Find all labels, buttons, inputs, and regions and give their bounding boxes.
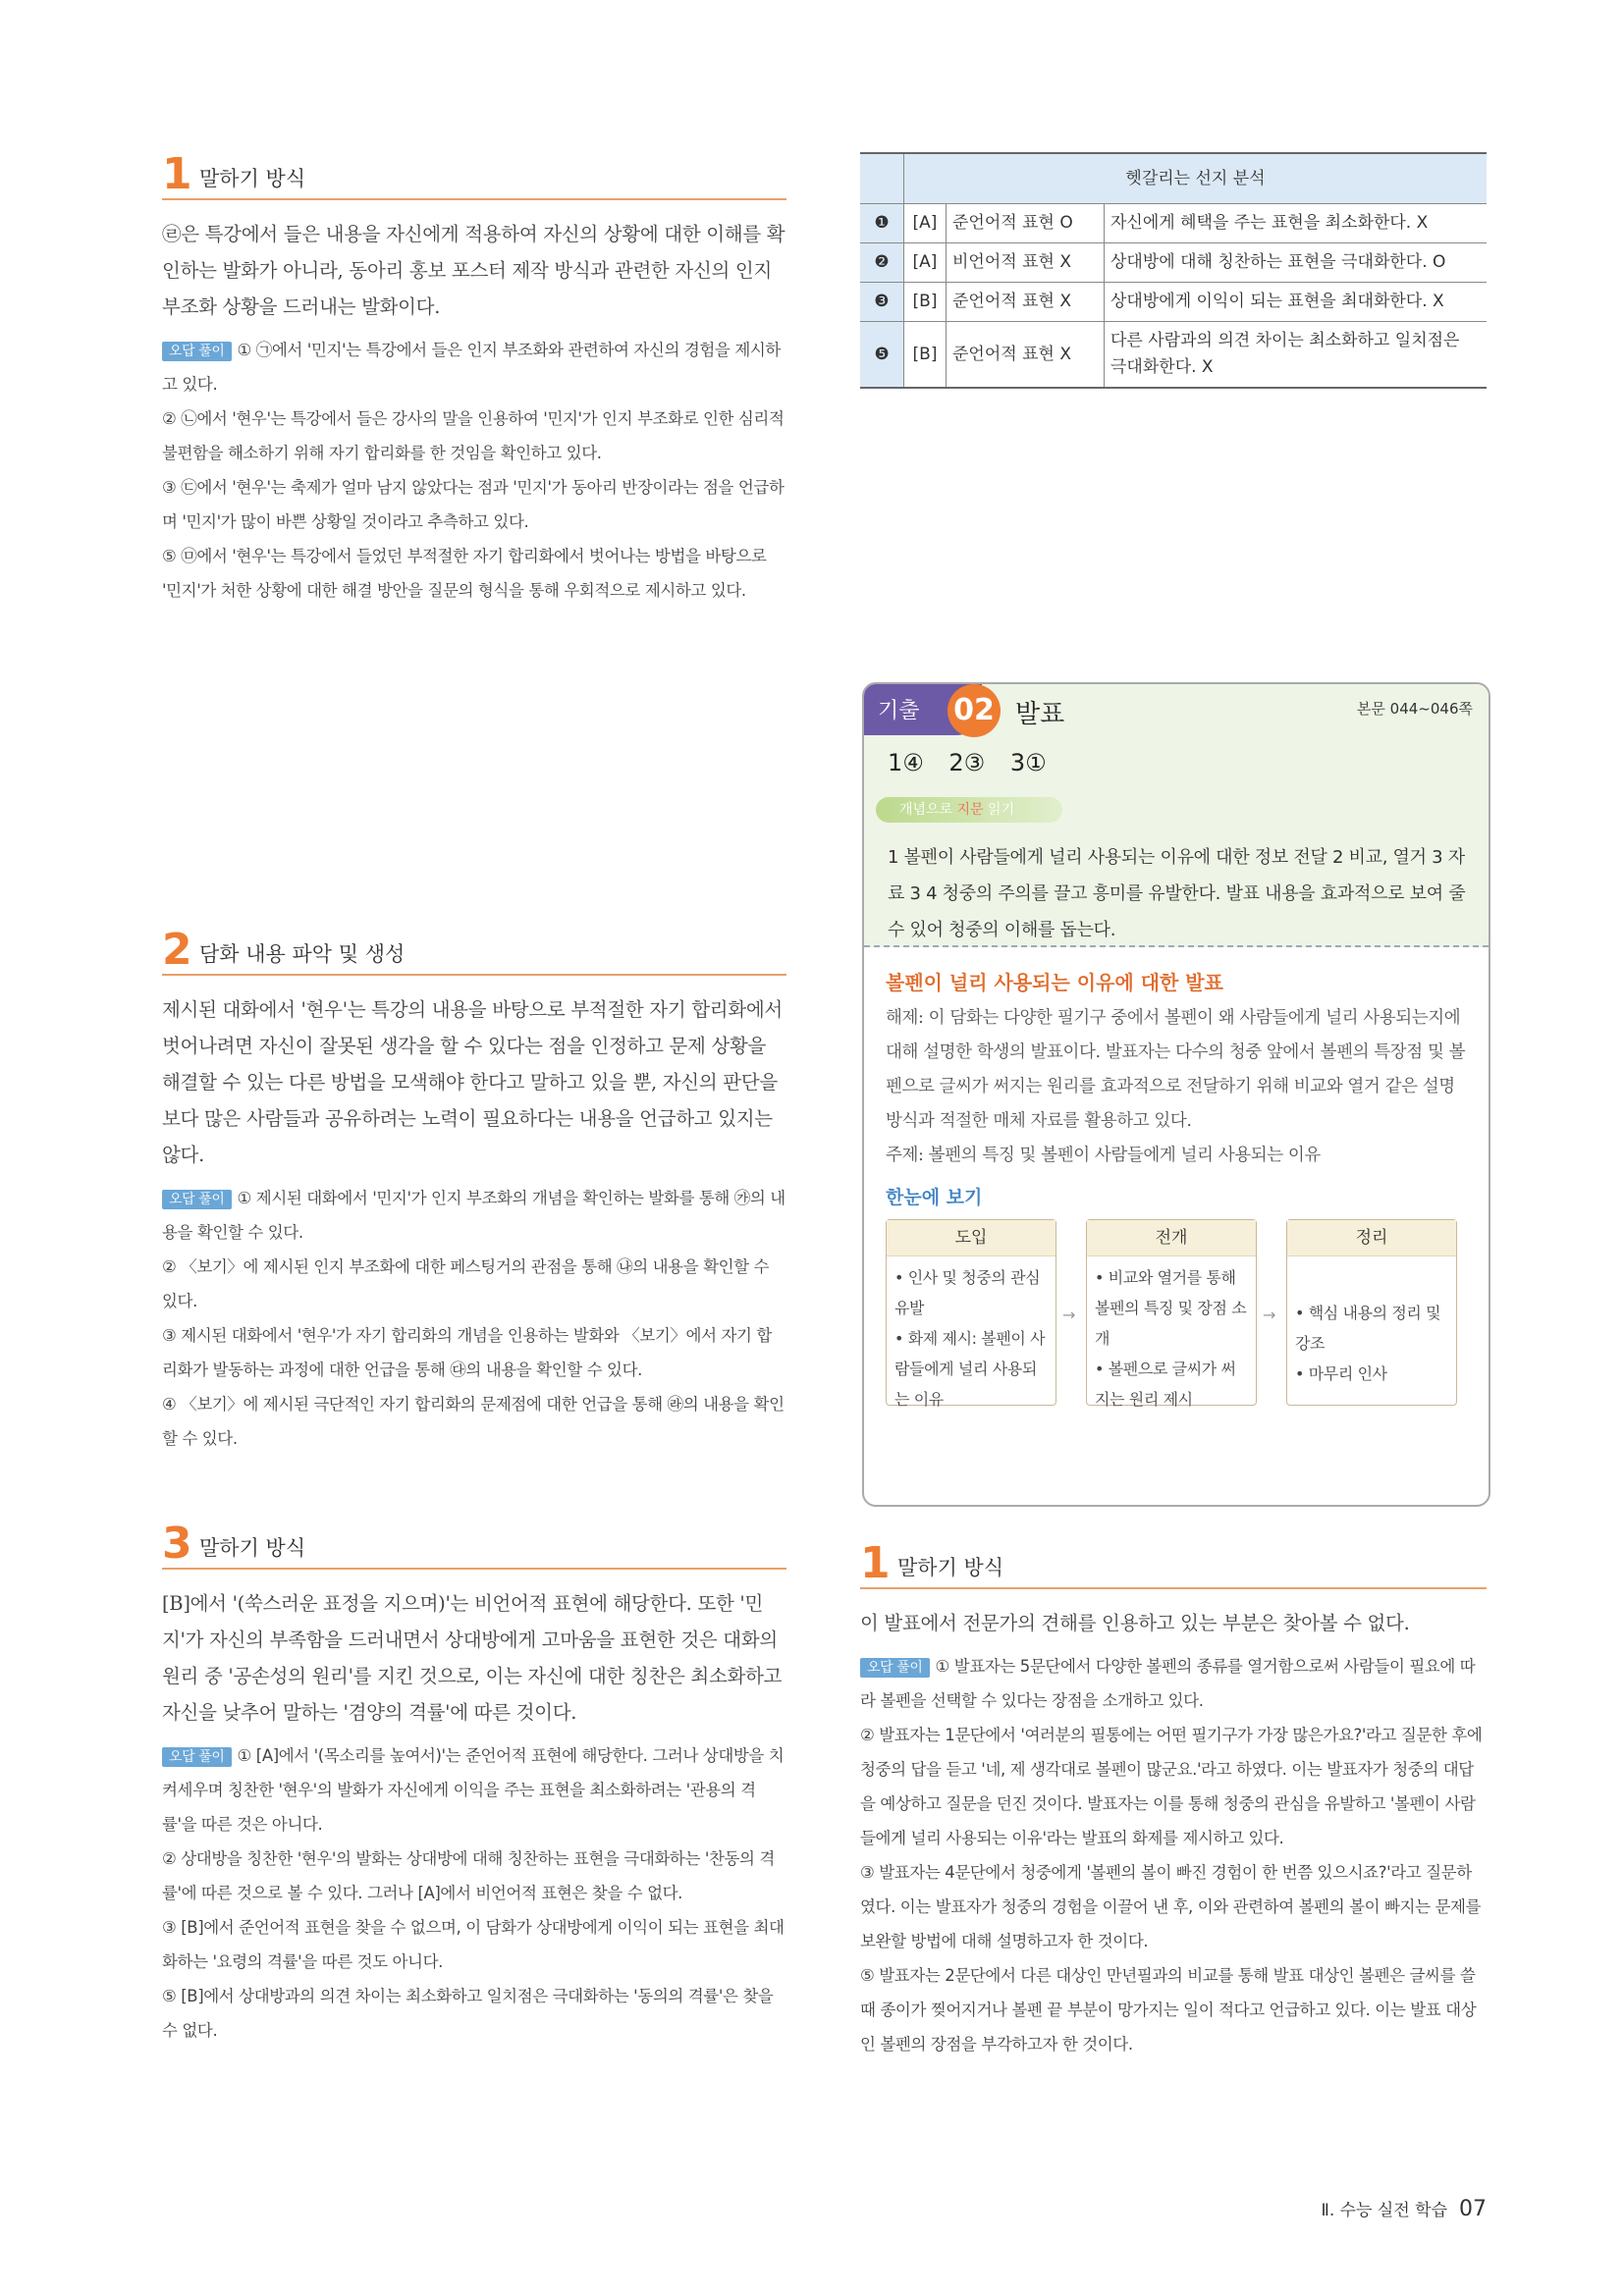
summary-title: 볼펜이 널리 사용되는 이유에 대한 발표 [886,971,1223,994]
answer-section-3 [162,1517,786,2048]
answer-explanation: [B]에서 '(쑥스러운 표정을 지으며)'는 비언어적 표현에 해당한다. 또한 '민지'가 자신의 부족함을 드러내면서 상대방에게 고마움을 표현한 것은 대화의 원리 중 '공손성의 원리'를 지킨 것으로, 이는 자신에 대한 칭찬은 최소화하고 자신을 낮추어 말하는 '겸양의 격률'에 따른 것이다. [162,1592,783,1724]
wrong-answer-notes [162,333,786,608]
wrong-answer-tag: 오답 풀이 [860,1658,930,1678]
answer-key: 1④ 2③ 3① [888,749,1047,776]
right-column [860,152,1487,389]
tag-text: 읽기 [983,802,1015,818]
flow-head: 전개 [1087,1220,1256,1256]
choice-number: ❸ [860,283,904,322]
answer-explanation: 제시된 대화에서 '현우'는 특강의 내용을 바탕으로 부적절한 자기 합리화에서 벗어나려면 자신이 잘못된 생각을 할 수 있다는 점을 인정하고 문제 상황을 해결할 수 있는 다른 방법을 모색해야 한다고 말하고 있을 뿐, 자신의 판단을 보다 많은 사람들과 공유하려는 노력이 필요하다는 내용을 언급하고 있지는 않다. [162,998,783,1166]
note-line: ③ 제시된 대화에서 '현우'가 자기 합리화의 개념을 인용하는 발화와 〈보기〉에서 자기 합리화가 발동하는 과정에 대한 언급을 통해 ㉰의 내용을 확인할 수 있다. [162,1326,772,1379]
box-body [864,947,1489,1409]
section-header [860,1536,1487,1589]
explanation-text: 해제: 이 담화는 다양한 필기구 중에서 볼펜이 왜 사람들에게 널리 사용되는지에 대해 설명한 학생의 발표이다. 발표자는 다수의 청중 앞에서 볼펜의 특장점 및 볼펜으로 글씨가 써지는 원리를 효과적으로 전달하기 위해 비교와 열거 같은 설명 방식과 적절한 매체 자료를 활용하고 있다. [886,1008,1466,1131]
answer-explanation: ㉣은 특강에서 들은 내용을 자신에게 적용하여 자신의 상황에 대한 이해를 확인하는 발화가 아니라, 동아리 홍보 포스터 제작 방식과 관련한 자신의 인지 부조화 상황을 드러내는 발화이다. [162,223,785,318]
arrow-icon: → [1263,1306,1276,1324]
expression-type: 준언어적 표현 X [947,322,1105,389]
wrong-answer-tag: 오답 풀이 [162,1190,232,1209]
section-header [162,147,786,200]
flow-head: 정리 [1287,1220,1456,1256]
section-number: 1 [162,149,192,199]
part-label: [B] [904,322,947,389]
flow-item: • 화제 제시: 볼펜이 사람들에게 널리 사용되는 이유 [894,1329,1046,1409]
section-title: 말하기 방식 [897,1556,1004,1579]
flow-head: 도입 [887,1220,1056,1256]
note-line: ① ㉠에서 '민지'는 특강에서 들은 인지 부조화와 관련하여 자신의 경험을 제시하고 있다. [162,341,781,394]
section-header [162,1517,786,1570]
page-footer [1321,2196,1487,2221]
part-label: [A] [904,204,947,243]
section-header [162,923,786,976]
note-line: ① 발표자는 5문단에서 다양한 볼펜의 종류를 열거함으로써 사람들이 필요에 따라 볼펜을 선택할 수 있다는 장점을 소개하고 있다. [860,1657,1476,1710]
at-a-glance-heading: 한눈에 보기 [886,1187,983,1208]
box-header-area [864,684,1489,947]
left-column [162,147,786,2040]
note-line: ① [A]에서 '(목소리를 높여서)'는 준언어적 표현에 해당한다. 그러나 상대방을 치켜세우며 칭찬한 '현우'의 발화가 자신에게 이익을 주는 표현을 최소화하려는 '관용의 격률'을 따른 것은 아니다. [162,1746,785,1834]
section-title: 말하기 방식 [199,167,306,190]
note-line: ⑤ [B]에서 상대방과의 의견 차이는 최소화하고 일치점은 극대화하는 '동의의 격률'은 찾을 수 없다. [162,1987,774,2040]
principle-desc: 자신에게 혜택을 주는 표현을 최소화한다. X [1105,204,1488,243]
table-row [860,204,1487,243]
tag-text-highlight: 지문 [956,802,984,818]
wrong-answer-notes [162,1181,786,1456]
structure-flow [886,1219,1467,1409]
note-line: ② 〈보기〉에 제시된 인지 부조화에 대한 페스팅거의 관점을 통해 ㉯의 내용을 확인할 수 있다. [162,1257,770,1310]
flow-item: • 볼펜으로 글씨가 써지는 원리 제시 [1095,1360,1236,1409]
answer-explanation: 이 발표에서 전문가의 견해를 인용하고 있는 부분은 찾아볼 수 없다. [860,1612,1410,1634]
confusing-choices-table [860,152,1487,389]
section-title: 말하기 방식 [199,1536,306,1560]
choice-number: ❺ [860,322,904,389]
flow-item: • 핵심 내용의 정리 및 강조 [1295,1304,1441,1353]
flow-item: • 비교와 열거를 통해 볼펜의 특징 및 장점 소개 [1095,1268,1247,1348]
section-number: 3 [162,1519,192,1569]
note-line: ① 제시된 대화에서 '민지'가 인지 부조화의 개념을 확인하는 발화를 통해 ㉮의 내용을 확인할 수 있다. [162,1189,785,1242]
concept-answers: 1 볼펜이 사람들에게 널리 사용되는 이유에 대한 정보 전달 2 비교, 열거 3 자료 3 4 청중의 주의를 끌고 흥미를 유발한다. 발표 내용을 효과적으로 보여 줄 수 있어 청중의 이해를 돕는다. [888,847,1466,940]
badge-label: 기출 [878,699,920,723]
note-line: ③ ㉢에서 '현우'는 축제가 얼마 남지 않았다는 점과 '민지'가 동아리 반장이라는 점을 언급하며 '민지'가 많이 바쁜 상황일 것이라고 추측하고 있다. [162,478,785,531]
table-header: 헷갈리는 선지 분석 [904,153,1488,204]
note-line: ⑤ ㉤에서 '현우'는 특강에서 들었던 부적절한 자기 합리화에서 벗어나는 방법을 바탕으로 '민지'가 처한 상황에 대한 해결 방안을 질문의 형식을 통해 우회적으로 제시하고 있다. [162,547,767,600]
note-line: ③ [B]에서 준언어적 표현을 찾을 수 없으며, 이 담화가 상대방에게 이익이 되는 표현을 최대화하는 '요령의 격률'을 따른 것도 아니다. [162,1918,785,1971]
tag-text: 개념으로 [899,802,957,818]
choice-number: ❷ [860,243,904,283]
note-line: ⑤ 발표자는 2문단에서 다른 대상인 만년필과의 비교를 통해 발표 대상인 볼펜은 글씨를 쓸 때 종이가 찢어지거나 볼펜 끝 부분이 망가지는 일이 적다고 언급하고 있다. 이는 발표 대상인 볼펜의 장점을 부각하고자 한 것이다. [860,1966,1477,2054]
section-number: 2 [162,925,192,975]
note-line: ② 상대방을 칭찬한 '현우'의 발화는 상대방에 대해 칭찬하는 표현을 극대화하는 '찬동의 격률'에 따른 것으로 볼 수 있다. 그러나 [A]에서 비언어적 표현은 찾을 수 없다. [162,1849,775,1902]
flow-item: • 마무리 인사 [1295,1364,1387,1383]
principle-desc: 상대방에게 이익이 되는 표현을 최대화한다. X [1105,283,1488,322]
table-row [860,283,1487,322]
wrong-answer-tag: 오답 풀이 [162,1747,232,1767]
note-line: ④ 〈보기〉에 제시된 극단적인 자기 합리화의 문제점에 대한 언급을 통해 ㉱의 내용을 확인할 수 있다. [162,1395,785,1448]
page-number: 07 [1459,2197,1487,2221]
part-label: [B] [904,283,947,322]
choice-number: ❶ [860,204,904,243]
principle-desc: 다른 사람과의 의견 차이는 최소화하고 일치점은 극대화한다. X [1105,322,1488,389]
section-title: 담화 내용 파악 및 생성 [199,942,406,966]
expression-type: 준언어적 표현 O [947,204,1105,243]
past-exam-summary-box [862,682,1490,1507]
wrong-answer-notes [860,1649,1487,2061]
principle-desc: 상대방에 대해 칭찬하는 표현을 극대화한다. O [1105,243,1488,283]
page-reference: 본문 044~046쪽 [1356,700,1473,718]
flow-item: • 인사 및 청중의 관심 유발 [894,1268,1041,1317]
theme-text: 주제: 볼펜의 특징 및 볼펜이 사람들에게 널리 사용되는 이유 [886,1146,1321,1165]
section-number: 1 [860,1538,891,1588]
answer-section-right-1 [860,1536,1487,2061]
arrow-icon: → [1062,1306,1076,1324]
flow-box-development [1086,1219,1257,1409]
footer-section: Ⅱ. 수능 실전 학습 [1321,2201,1447,2220]
note-line: ② ㉡에서 '현우'는 특강에서 들은 강사의 말을 인용하여 '민지'가 인지 부조화로 인한 심리적 불편함을 해소하기 위해 자기 합리화를 한 것임을 확인하고 있다. [162,409,785,462]
flow-box-intro [886,1219,1056,1409]
flow-box-conclusion [1286,1219,1457,1406]
answer-section-1 [162,147,786,697]
expression-type: 비언어적 표현 X [947,243,1105,283]
table-row [860,243,1487,283]
concept-reading-tag [876,797,1062,823]
wrong-answer-notes [162,1738,786,2048]
box-title: 발표 [1015,700,1065,729]
expression-type: 준언어적 표현 X [947,283,1105,322]
wrong-answer-tag: 오답 풀이 [162,342,232,361]
note-line: ② 발표자는 1문단에서 '여러분의 필통에는 어떤 필기구가 가장 많은가요?'라고 질문한 후에 청중의 답을 듣고 '네, 제 생각대로 볼펜이 많군요.'라고 하였다. 이는 발표자가 청중의 대답을 예상하고 질문을 던진 것이다. 발표자는 이를 통해 청중의 관심을 유발하고 '볼펜이 사람들에게 널리 사용되는 이유'라는 발표의 화제를 제시하고 있다. [860,1726,1483,1847]
part-label: [A] [904,243,947,283]
table-row [860,322,1487,389]
set-number: 02 [947,684,1001,737]
note-line: ③ 발표자는 4문단에서 청중에게 '볼펜의 볼이 빠진 경험이 한 번쯤 있으시죠?'라고 질문하였다. 이는 발표자가 청중의 경험을 이끌어 낸 후, 이와 관련하여 볼펜의 볼이 빠지는 문제를 보완할 방법에 대해 설명하고자 한 것이다. [860,1863,1482,1950]
